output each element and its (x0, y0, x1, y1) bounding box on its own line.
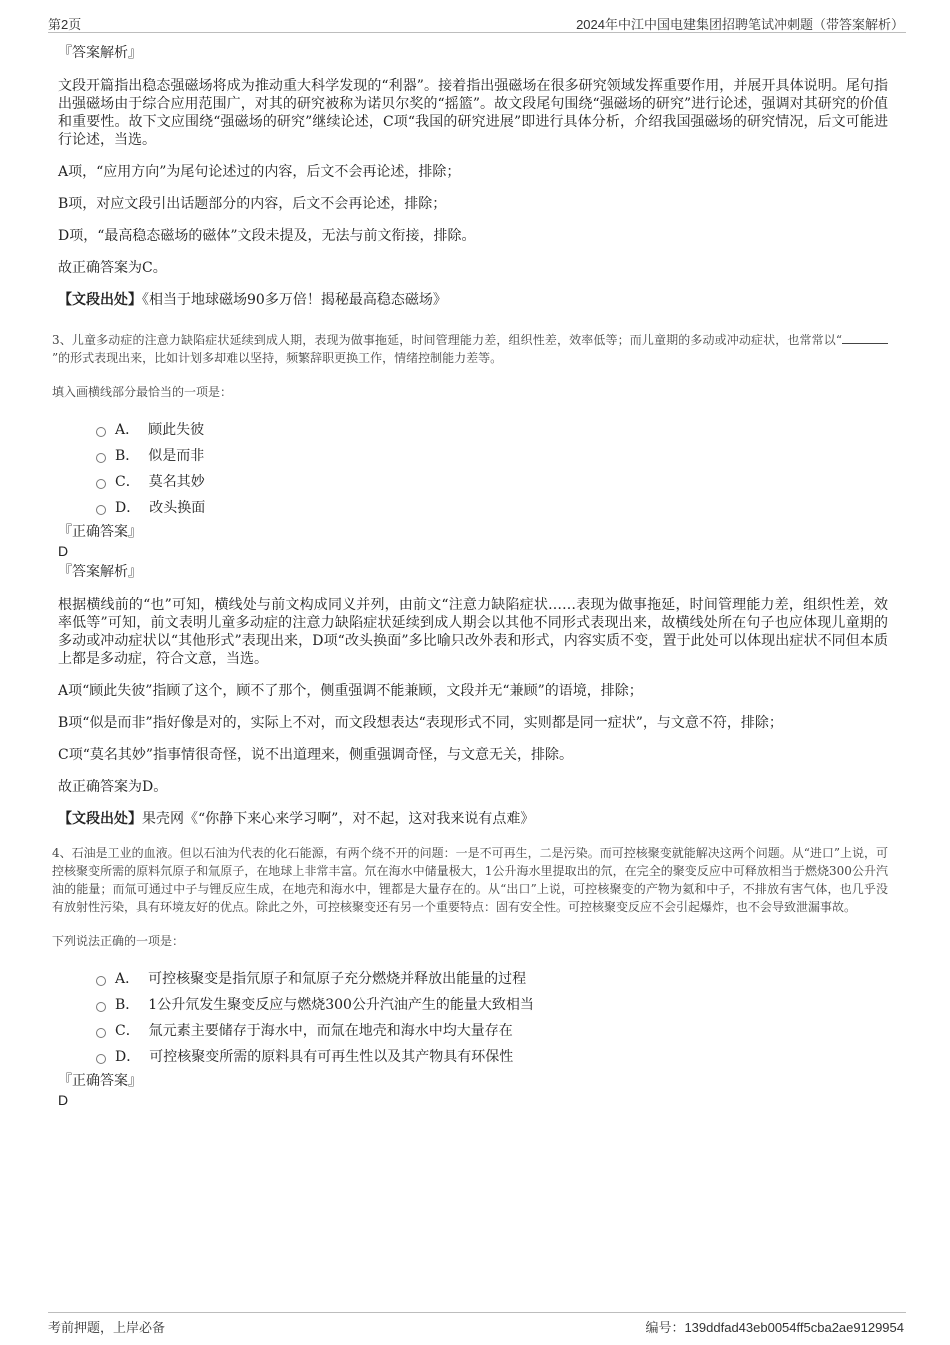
document-title: 2024年中江中国电建集团招聘笔试冲刺题（带答案解析） (576, 17, 904, 32)
radio-icon[interactable] (96, 427, 106, 437)
q3-prompt: 填入画横线部分最恰当的一项是： (52, 385, 233, 399)
q4-answer: D (58, 1092, 69, 1108)
q3-options (96, 417, 888, 521)
q3-option-a[interactable]: A． 顾此失彼 (96, 417, 888, 443)
q2-source-text: 《相当于地球磁场90多万倍！揭秘最高稳态磁场》 (142, 292, 447, 308)
footer-slogan: 考前押题，上岸必备 (48, 1321, 166, 1336)
q2-exclusion-b: B项，对应文段引出话题部分的内容，后文不会再论述，排除； (58, 196, 447, 212)
q4-options (96, 966, 888, 1070)
q3-analysis-label: 『答案解析』 (58, 564, 142, 580)
radio-icon[interactable] (96, 479, 106, 489)
q3-exclusion-c: C项“莫名其妙”指事情很奇怪，说不出道理来，侧重强调奇怪，与文意无关，排除。 (58, 747, 574, 763)
footer-code-value: 139ddfad43eb0054ff5cba2ae9129954 (684, 1320, 904, 1335)
footer-code-label: 编号： (645, 1321, 685, 1336)
q3-question (52, 331, 888, 367)
q3-question-part2: ”的形式表现出来，比如计划多却难以坚持，频繁辞职更换工作，情绪控制能力差等。 (52, 351, 503, 365)
radio-icon[interactable] (96, 976, 106, 986)
q3-exclusion-b: B项“似是而非”指好像是对的，实际上不对，而文段想表达“表现形式不同，实则都是同一症状”，与文意不符，排除； (58, 715, 783, 731)
page-number: 第2页 (48, 17, 82, 32)
q3-answer: D (58, 543, 69, 559)
q3-conclusion: 故正确答案为D。 (58, 779, 168, 795)
radio-icon[interactable] (96, 1054, 106, 1064)
q2-analysis: 文段开篇指出稳态强磁场将成为推动重大科学发现的“利器”。接着指出强磁场在很多研究领域发挥重要作用，并展开具体说明。尾句指出强磁场由于综合应用范围广，对其的研究被称为诺贝尔奖的“摇篮”。故文段尾句围绕“强磁场的研究”进行论述，强调对其研究的价值和重要性。故下文应围绕“强磁场的研究”继续论述，C项“我国的研究进展”即进行具体分析，介绍我国强磁场的研究情况，后文可能进行论述，当选。 (58, 78, 888, 148)
q3-question-part1: 3、儿童多动症的注意力缺陷症状延续到成人期，表现为做事拖延，时间管理能力差，组织性差，效率低等；而儿童期的多动或冲动症状，也常常以“ (52, 333, 842, 347)
radio-icon[interactable] (96, 453, 106, 463)
q3-blank (842, 332, 888, 344)
footer-code (645, 1317, 904, 1336)
q4-option-b[interactable]: B． 1公升氘发生聚变反应与燃烧300公升汽油产生的能量大致相当 (96, 992, 888, 1018)
q4-option-a[interactable]: A． 可控核聚变是指氘原子和氚原子充分燃烧并释放出能量的过程 (96, 966, 888, 992)
q3-analysis: 根据横线前的“也”可知，横线处与前文构成同义并列，由前文“注意力缺陷症状……表现为做事拖延，时间管理能力差，组织性差，效率低等”可知，前文表明儿童多动症的注意力缺陷症状延续到成人期会以其他不同形式表现出来，故横线处所在句子也应体现儿童期的多动或冲动症状以“其他形式”表现出来，D项“改头换面”多比喻只改外表和形式，内容实质不变，置于此处可以体现出症状不同但本质上都是多动症，符合文意，当选。 (58, 597, 888, 667)
q3-source-text: 果壳网《“你静下来心来学习啊”，对不起，这对我来说有点难》 (142, 811, 535, 827)
q4-question: 4、石油是工业的血液。但以石油为代表的化石能源，有两个绕不开的问题：一是不可再生，二是污染。而可控核聚变就能解决这两个问题。从“进口”上说，可控核聚变所需的原料氘原子和氚原子，在地球上非常丰富。氘在海水中储量极大，1公升海水里提取出的氘，在完全的聚变反应中可释放相当于燃烧300公升汽油的能量；而氚可通过中子与锂反应生成，在地壳和海水中，锂都是大量存在的。从“出口”上说，可控核聚变的产物为氦和中子，不排放有害气体，也几乎没有放射性污染，具有环境友好的优点。除此之外，可控核聚变还有另一个重要特点：固有安全性。可控核聚变反应不会引起爆炸，也不会导致泄漏事故。 (52, 846, 888, 914)
q4-option-c[interactable]: C． 氚元素主要储存于海水中，而氚在地壳和海水中均大量存在 (96, 1018, 888, 1044)
q3-exclusion-a: A项“顾此失彼”指顾了这个，顾不了那个，侧重强调不能兼顾，文段并无“兼顾”的语境，排除； (58, 683, 643, 699)
q4-prompt: 下列说法正确的一项是： (52, 934, 185, 948)
q3-source (58, 810, 888, 828)
page-header (48, 12, 906, 33)
q2-conclusion: 故正确答案为C。 (58, 260, 167, 276)
q3-option-d[interactable]: D． 改头换面 (96, 495, 888, 521)
q2-analysis-label: 『答案解析』 (58, 45, 142, 61)
q3-option-b[interactable]: B． 似是而非 (96, 443, 888, 469)
q3-source-label: 【文段出处】 (58, 811, 142, 827)
q2-exclusion-d: D项，“最高稳态磁场的磁体”文段未提及，无法与前文衔接，排除。 (58, 228, 476, 244)
q2-exclusion-a: A项，“应用方向”为尾句论述过的内容，后文不会再论述，排除； (58, 164, 461, 180)
page-footer (48, 1312, 906, 1336)
radio-icon[interactable] (96, 505, 106, 515)
q2-source-label: 【文段出处】 (58, 292, 142, 308)
q4-option-d[interactable]: D． 可控核聚变所需的原料具有可再生性以及其产物具有环保性 (96, 1044, 888, 1070)
q3-answer-label: 『正确答案』 (58, 524, 142, 540)
q4-answer-label: 『正确答案』 (58, 1073, 142, 1089)
q3-option-c[interactable]: C． 莫名其妙 (96, 469, 888, 495)
radio-icon[interactable] (96, 1002, 106, 1012)
page-content (52, 44, 888, 1112)
q2-source (58, 291, 888, 309)
radio-icon[interactable] (96, 1028, 106, 1038)
